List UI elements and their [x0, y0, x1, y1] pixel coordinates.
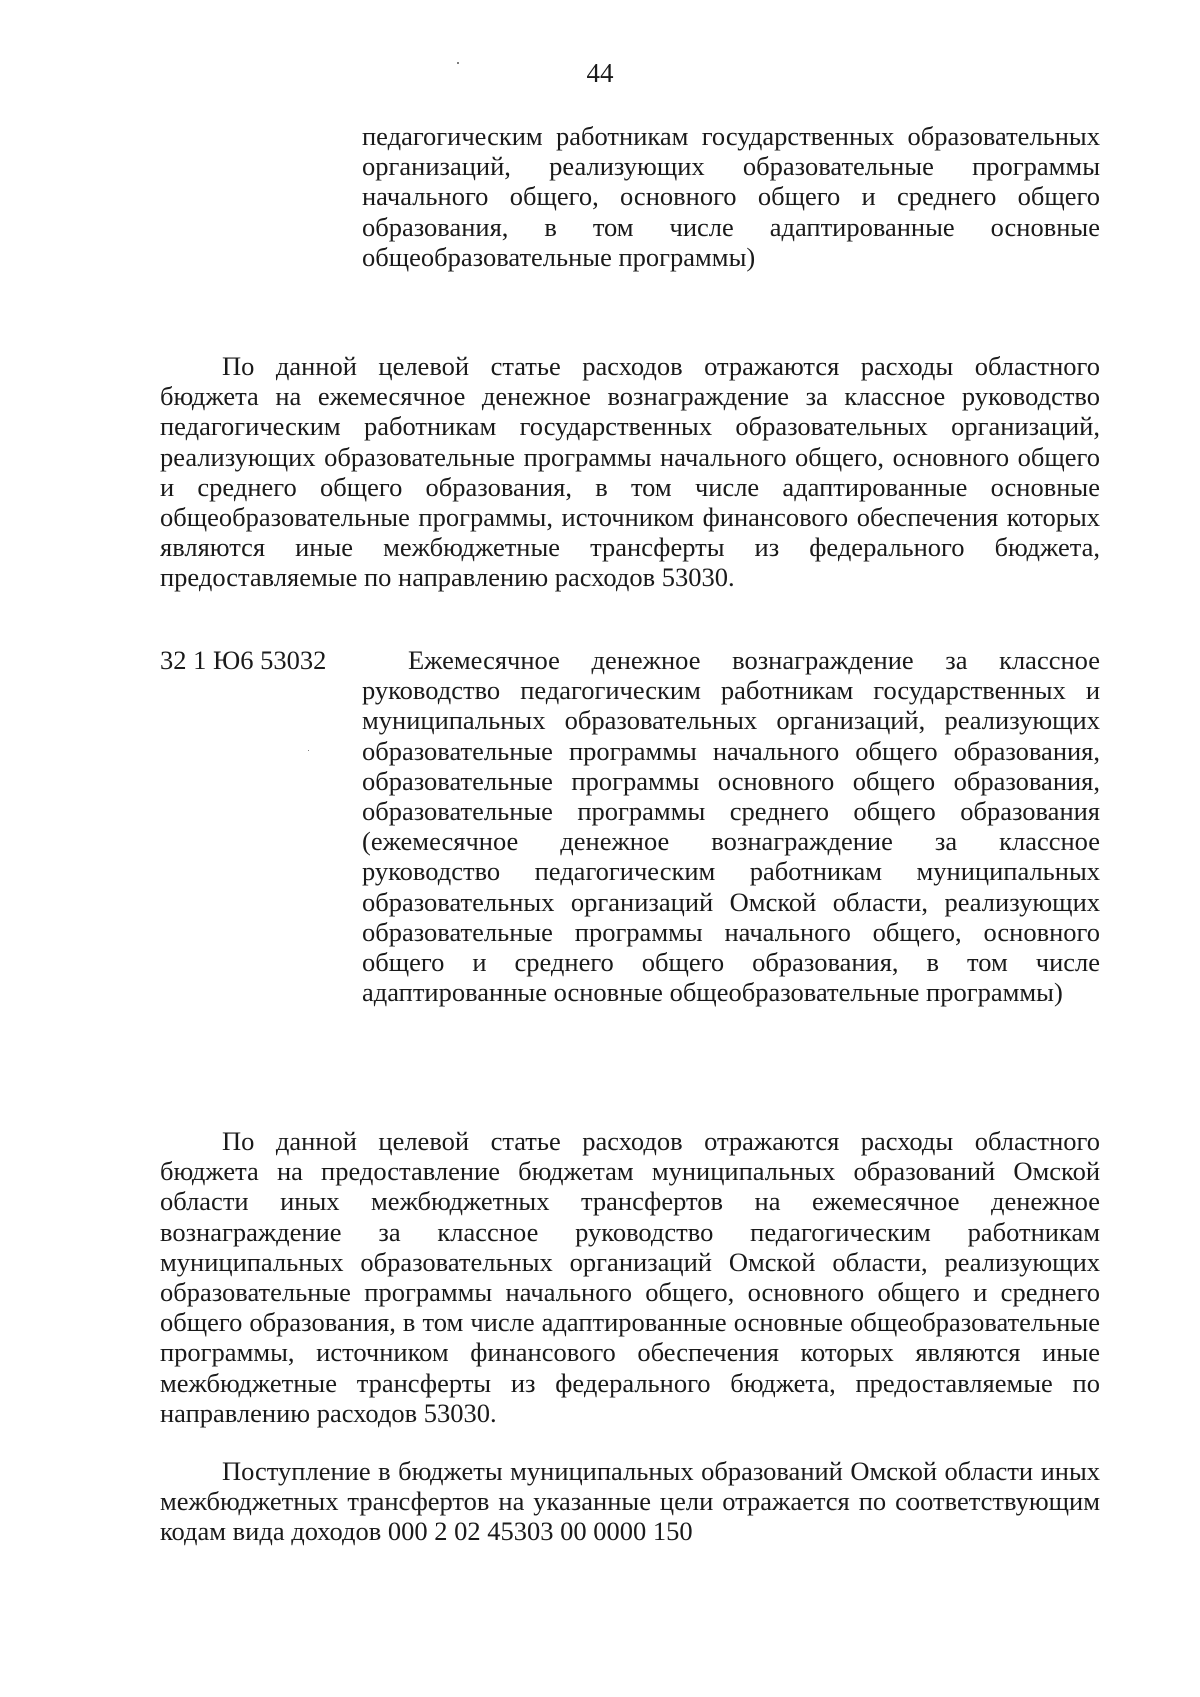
scan-speck [308, 750, 309, 751]
target-article-title: Ежемесячное денежное вознаграждение за классное руководство педагогическим работникам государственных и муниципальных образовательных организаций, реализующих образовательные программы начального общего образования, образовательные программы основного общего образования, образовательные программы среднего общего образования (ежемесячное денежное вознаграждение за классное руководство педагогическим работникам муниципальных образовательных организаций Омской области, реализующих образовательные программы начального общего, основного общего и среднего общего образования, в том числе адаптированные основные общеобразовательные программы) [362, 645, 1100, 1008]
target-article-code: 32 1 Ю6 53032 [160, 645, 327, 675]
continued-entry-title: педагогическим работникам государственных образовательных организаций, реализующих образовательные программы начального общего, основного общего и среднего общего образования, в том числе адаптированные основные общеобразовательные программы) [362, 121, 1100, 272]
paragraph-expense-description-1: По данной целевой статье расходов отражаются расходы областного бюджета на ежемесячное денежное вознаграждение за классное руководство педагогическим работникам государственных образовательных организаций, реализующих образовательные программы начального общего, основного общего и среднего общего образования, в том числе адаптированные основные общеобразовательные программы, источником финансового обеспечения которых являются иные межбюджетные трансферты из федерального бюджета, предоставляемые по направлению расходов 53030. [160, 351, 1100, 593]
page-number: 44 [586, 58, 614, 88]
paragraph-revenue-note: Поступление в бюджеты муниципальных образований Омской области иных межбюджетных трансфертов на указанные цели отражается по соответствующим кодам вида доходов 000 2 02 45303 00 0000 150 [160, 1456, 1100, 1547]
paragraph-expense-description-2: По данной целевой статье расходов отражаются расходы областного бюджета на предоставление бюджетам муниципальных образований Омской области иных межбюджетных трансфертов на ежемесячное денежное вознаграждение за классное руководство педагогическим работникам муниципальных образовательных организаций Омской области, реализующих образовательные программы начального общего, основного общего и среднего общего образования, в том числе адаптированные основные общеобразовательные программы, источником финансового обеспечения которых являются иные межбюджетные трансферты из федерального бюджета, предоставляемые по направлению расходов 53030. [160, 1126, 1100, 1428]
